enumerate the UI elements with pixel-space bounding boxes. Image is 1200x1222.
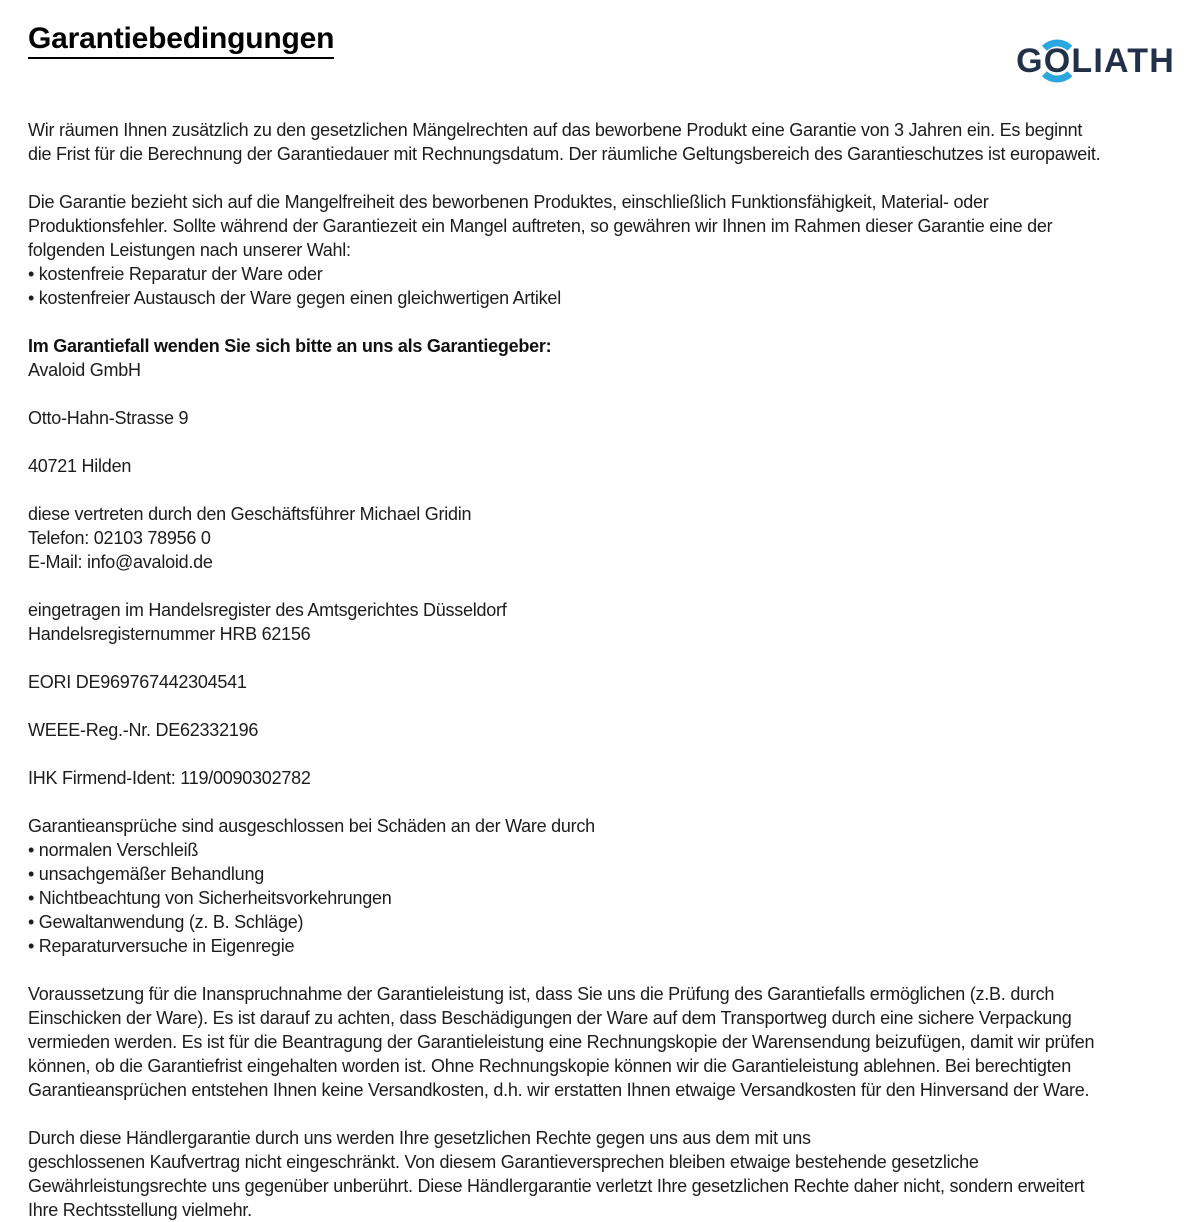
guarantor-heading: Im Garantiefall wenden Sie sich bitte an uns als Garantiegeber:: [28, 336, 552, 356]
text-line: Garantieansprüchen entstehen Ihnen keine Versandkosten, d.h. wir erstatten Ihnen etwaige Versandkosten für den Hinversand der Ware.: [28, 1080, 1090, 1100]
logo-letter-g: G: [1016, 42, 1044, 80]
logo-letters-liath: LIATH: [1071, 42, 1175, 80]
logo-o-wrap: [1044, 44, 1072, 78]
text-line: Durch diese Händlergarantie durch uns werden Ihre gesetzlichen Rechte gegen uns aus dem mit uns: [28, 1128, 811, 1148]
page-title: Garantiebedingungen: [28, 22, 334, 59]
register-number-line: Handelsregisternummer HRB 62156: [28, 624, 311, 644]
logo-letter-o: O: [1043, 42, 1072, 80]
text-line: können, ob die Garantiefrist eingehalten worden ist. Ohne Rechnungskopie können wir die Garantieleistung ablehnen. Bei berechtigten: [28, 1056, 1071, 1076]
text-line: die Frist für die Berechnung der Garantiedauer mit Rechnungsdatum. Der räumliche Geltungsbereich des Garantieschutzes ist europaweit.: [28, 144, 1101, 164]
postal-city: 40721 Hilden: [28, 456, 132, 476]
ihk-ident: IHK Firmend-Ident: 119/0090302782: [28, 768, 311, 788]
text-line: Gewährleistungsrechte uns gegenüber unberührt. Diese Händlergarantie verletzt Ihre gesetzlichen Rechte daher nicht, sondern erweitert: [28, 1176, 1085, 1196]
bullet-repair: • kostenfreie Reparatur der Ware oder: [28, 264, 323, 284]
eori-number: EORI DE969767442304541: [28, 672, 247, 692]
text-line: geschlossenen Kaufvertrag nicht eingeschränkt. Von diesem Garantieversprechen bleiben etwaige bestehende gesetzliche: [28, 1152, 979, 1172]
text-line: Die Garantie bezieht sich auf die Mangelfreiheit des beworbenen Produktes, einschließlich Funktionsfähigkeit, Material- oder: [28, 192, 989, 212]
text-line: Ihre Rechtsstellung vielmehr.: [28, 1200, 252, 1220]
exclusions-block: [28, 814, 1178, 958]
text-line: vermieden werden. Es ist für die Beantragung der Garantieleistung eine Rechnungskopie der Warensendung beizufügen, damit wir prüfen: [28, 1032, 1095, 1052]
managing-director-line: diese vertreten durch den Geschäftsführer Michael Gridin: [28, 504, 472, 524]
intro-paragraph: [28, 118, 1178, 166]
text-line: Wir räumen Ihnen zusätzlich zu den gesetzlichen Mängelrechten auf das beworbene Produkt eine Garantie von 3 Jahren ein. Es beginnt: [28, 120, 1083, 140]
weee-number: WEEE-Reg.-Nr. DE62332196: [28, 720, 259, 740]
text-line: Einschicken der Ware). Es ist darauf zu achten, dass Beschädigungen der Ware auf dem Transportweg durch eine sichere Verpackung: [28, 1008, 1072, 1028]
guarantor-block: [28, 334, 1178, 382]
goliath-logo: [1016, 26, 1175, 96]
contact-block: [28, 502, 1178, 574]
street-address: Otto-Hahn-Strasse 9: [28, 408, 189, 428]
register-block: [28, 598, 1178, 646]
email-line: E-Mail: info@avaloid.de: [28, 552, 213, 572]
text-line: folgenden Leistungen nach unserer Wahl:: [28, 240, 351, 260]
bullet-replacement: • kostenfreier Austausch der Ware gegen einen gleichwertigen Artikel: [28, 288, 561, 308]
phone-line: Telefon: 02103 78956 0: [28, 528, 211, 548]
bullet-force: • Gewaltanwendung (z. B. Schläge): [28, 912, 304, 932]
legal-rights-paragraph: [28, 1126, 1178, 1222]
ihk-block: [28, 766, 1178, 790]
text-line: Voraussetzung für die Inanspruchnahme der Garantieleistung ist, dass Sie uns die Prüfung des Garantiefalls ermöglichen (z.B. durch: [28, 984, 1055, 1004]
exclusions-heading-line: Garantieansprüche sind ausgeschlossen bei Schäden an der Ware durch: [28, 816, 595, 836]
weee-block: [28, 718, 1178, 742]
company-name: Avaloid GmbH: [28, 360, 141, 380]
register-court-line: eingetragen im Handelsregister des Amtsgerichtes Düsseldorf: [28, 600, 507, 620]
bullet-self-repair: • Reparaturversuche in Eigenregie: [28, 936, 295, 956]
bullet-safety-precautions: • Nichtbeachtung von Sicherheitsvorkehrungen: [28, 888, 392, 908]
postal-city-block: [28, 454, 1178, 478]
document-body: [28, 118, 1178, 1222]
warranty-scope-paragraph: [28, 190, 1178, 310]
text-line: Produktionsfehler. Sollte während der Garantiezeit ein Mangel auftreten, so gewähren wir Ihnen im Rahmen dieser Garantie eine der: [28, 216, 1053, 236]
bullet-wear: • normalen Verschleiß: [28, 840, 199, 860]
document-header: [28, 22, 1175, 90]
conditions-paragraph: [28, 982, 1178, 1102]
street-address-block: [28, 406, 1178, 430]
eori-block: [28, 670, 1178, 694]
bullet-improper-handling: • unsachgemäßer Behandlung: [28, 864, 264, 884]
